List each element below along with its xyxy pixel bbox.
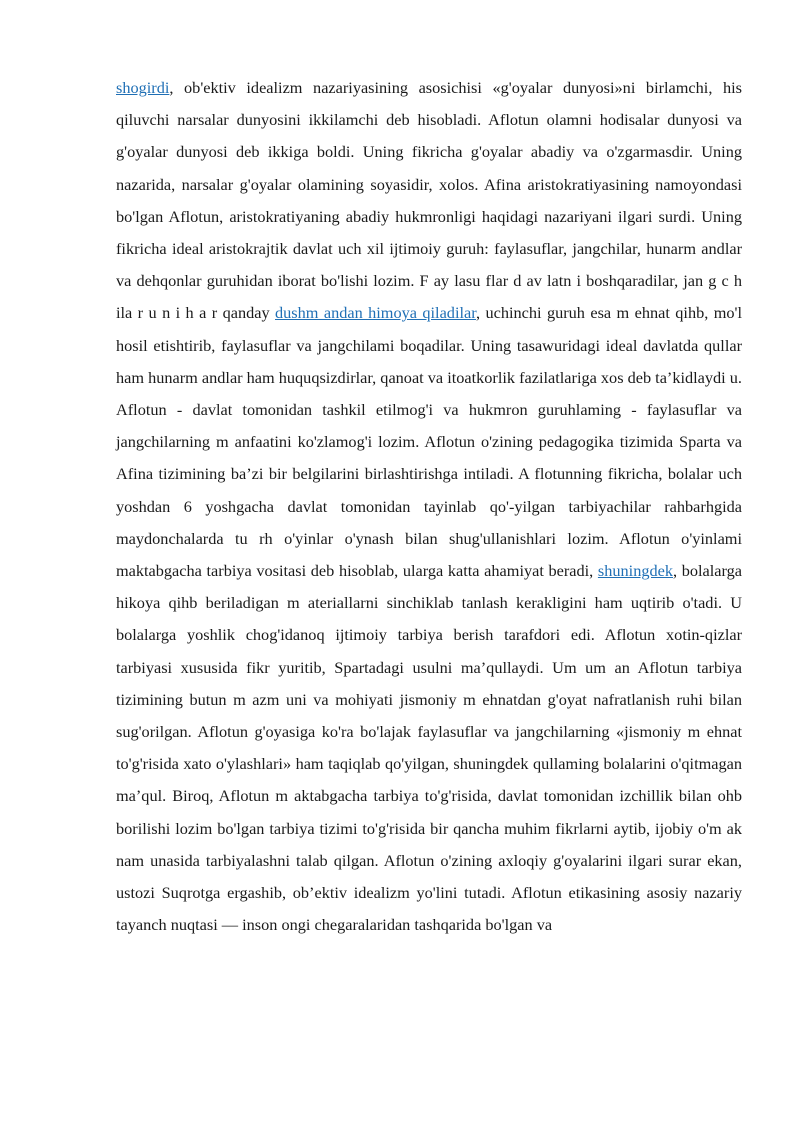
document-page [116, 72, 742, 941]
link-shuningdek[interactable]: shuningdek [597, 561, 673, 581]
link-shogirdi[interactable]: shogirdi [116, 78, 170, 97]
text-segment-3: , bolalarga hikoya qihb beriladigan m ateriallarni sinchiklab tanlash kerakligini ham uqtirib o'tadi. U bolalarga yoshlik chog'idanoq ijtimoiy tarbiya berish tarafdori edi. Aflotun xotin-qizlar tarbiyasi xususida fikr yuritib, Spartadagi usulni ma’qullaydi. Um um an Aflotun tarbiya tizimining butun m azm uni va mohiyati jismoniy m ehnatdan g'oyat nafratlanish ruhi bilan sug'orilgan. Aflotun g'oyasiga ko'ra bo'lajak faylasuflar va jangchilarning «jismoniy m ehnat to'g'risida xato o'ylashlari» ham taqiqlab qo'yilgan, shuningdek qullaming bolalarini o'qitmagan ma’qul. Biroq, Aflotun m aktabgacha tarbiya to'g'risida, davlat tomonidan izchillik bilan ohb borilishi lozim bo'lgan tarbiya tizimi to'g'risida bir qancha muhim fikrlarni aytib, ijobiy o'm ak nam unasida tarbiyalashni talab qilgan. Aflotun o'zining axloqiy g'oyalarini ilgari surar ekan, ustozi Suqrotga ergashib, ob’ektiv idealizm yo'lini tutadi. Aflotun etikasining asosiy nazariy tayanch nuqtasi — inson ongi chegaralaridan tashqarida bo'lgan va [116, 561, 742, 935]
text-segment-2: , uchinchi guruh esa m ehnat qihb, mo'l hosil etishtirib, faylasuflar va jangchilami boqadilar. Uning tasawuridagi ideal davlatda qullar ham hunarm andlar ham huquqsizdirlar, qanoat va itoatkorlik fazilatlariga xos deb ta’kidlaydi u. Aflotun - davlat tomonidan tashkil etilmog'i va hukmron guruhlaming - faylasuflar va jangchilarning m anfaatini ko'zlamog'i lozim. Aflotun o'zining pedagogika tizimida Sparta va Afina tizimining ba’zi bir belgilarini birlashtirishga intiladi. A flotunning fikricha, bolalar uch yoshdan 6 yoshgacha davlat tomonidan tayinlab qo'-yilgan tarbiyachilar rahbarhgida maydonchalarda tu rh o'yinlar o'ynash bilan shug'ullanishlari lozim. Aflotun o'yinlami maktabgacha tarbiya vositasi deb hisoblab, ularga katta ahamiyat beradi, [116, 303, 742, 581]
link-dushmandan-himoya-qiladilar[interactable]: dushm andan himoya qiladilar [275, 303, 476, 323]
text-segment-1: , ob'ektiv idealizm nazariyasining asosichisi «g'oyalar dunyosi»ni birlamchi, his qiluvchi narsalar dunyosini ikkilamchi deb hisobladi. Aflotun olamni hodisalar dunyosi va g'oyalar dunyosi deb ikkiga boldi. Uning fikricha g'oyalar abadiy va o'zgarmasdir. Uning nazarida, narsalar g'oyalar olamining soyasidir, xolos. Afina aristokratiyasining namoyondasi bo'lgan Aflotun, aristokratiyaning abadiy hukmronligi haqidagi nazariyani ilgari surdi. Uning fikricha ideal aristokrajtik davlat uch xil ijtimoiy guruh: faylasuflar, jangchilar, hunarm andlar va dehqonlar guruhidan iborat bo'lishi lozim. F ay lasu flar d av latn i boshqaradilar, jan g c h ila r u n i h a r qanday [116, 78, 742, 323]
body-paragraph [116, 72, 742, 941]
